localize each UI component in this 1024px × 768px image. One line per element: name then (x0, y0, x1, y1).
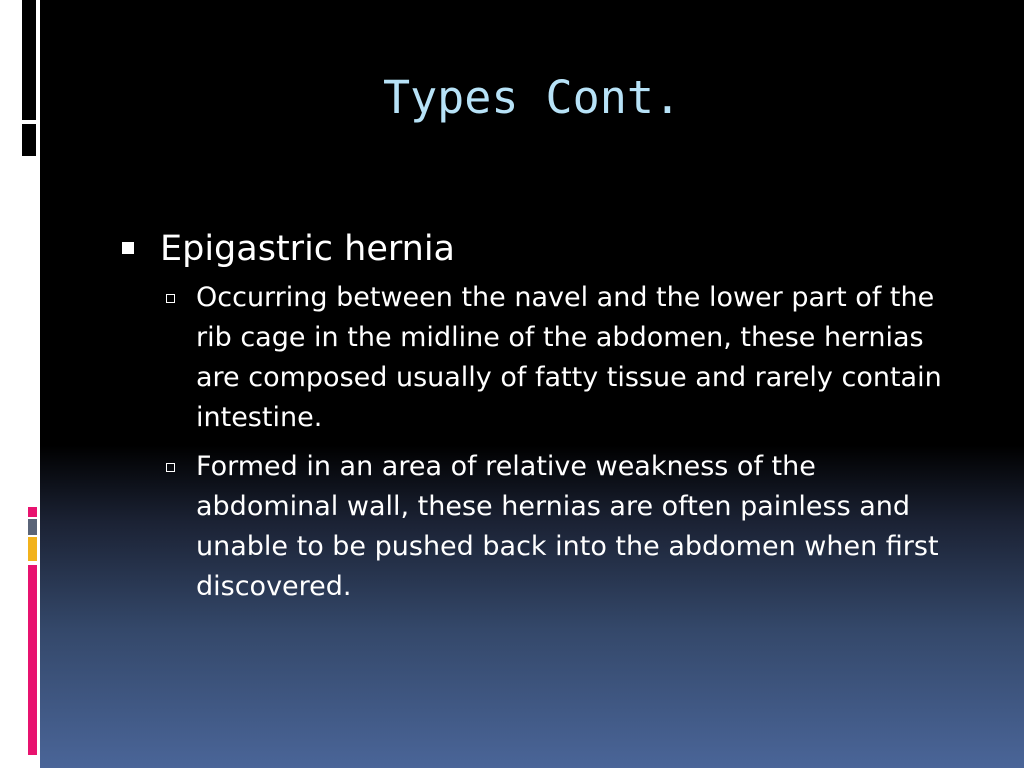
sub-bullet-item (166, 278, 972, 438)
bullet-item (122, 226, 972, 272)
hollow-square-bullet-icon (166, 463, 175, 472)
sub-bullet-item (166, 447, 972, 607)
accent-bar-pink-small (28, 507, 37, 517)
bullet-text: Epigastric hernia (160, 229, 456, 269)
slide-title: Types Cont. (382, 71, 681, 124)
accent-bar-pink-long (28, 565, 37, 755)
sub-bullet-text: Occurring between the navel and the lower part of the rib cage in the midline of the abdomen, these hernias are composed usually of fatty tissue and rarely contain intestine. (196, 282, 942, 433)
accent-bar-yellow (28, 537, 37, 561)
sub-bullet-text: Formed in an area of relative weakness of the abdominal wall, these hernias are often painless and unable to be pushed back into the abdomen when first discovered. (196, 451, 939, 602)
sub-bullet-list (166, 278, 972, 607)
square-bullet-icon (122, 242, 134, 254)
accent-bar-gray (28, 519, 37, 535)
pane-block-top (22, 0, 36, 120)
hollow-square-bullet-icon (166, 294, 175, 303)
slide-content (122, 226, 972, 616)
pane-block-bottom (22, 124, 36, 156)
